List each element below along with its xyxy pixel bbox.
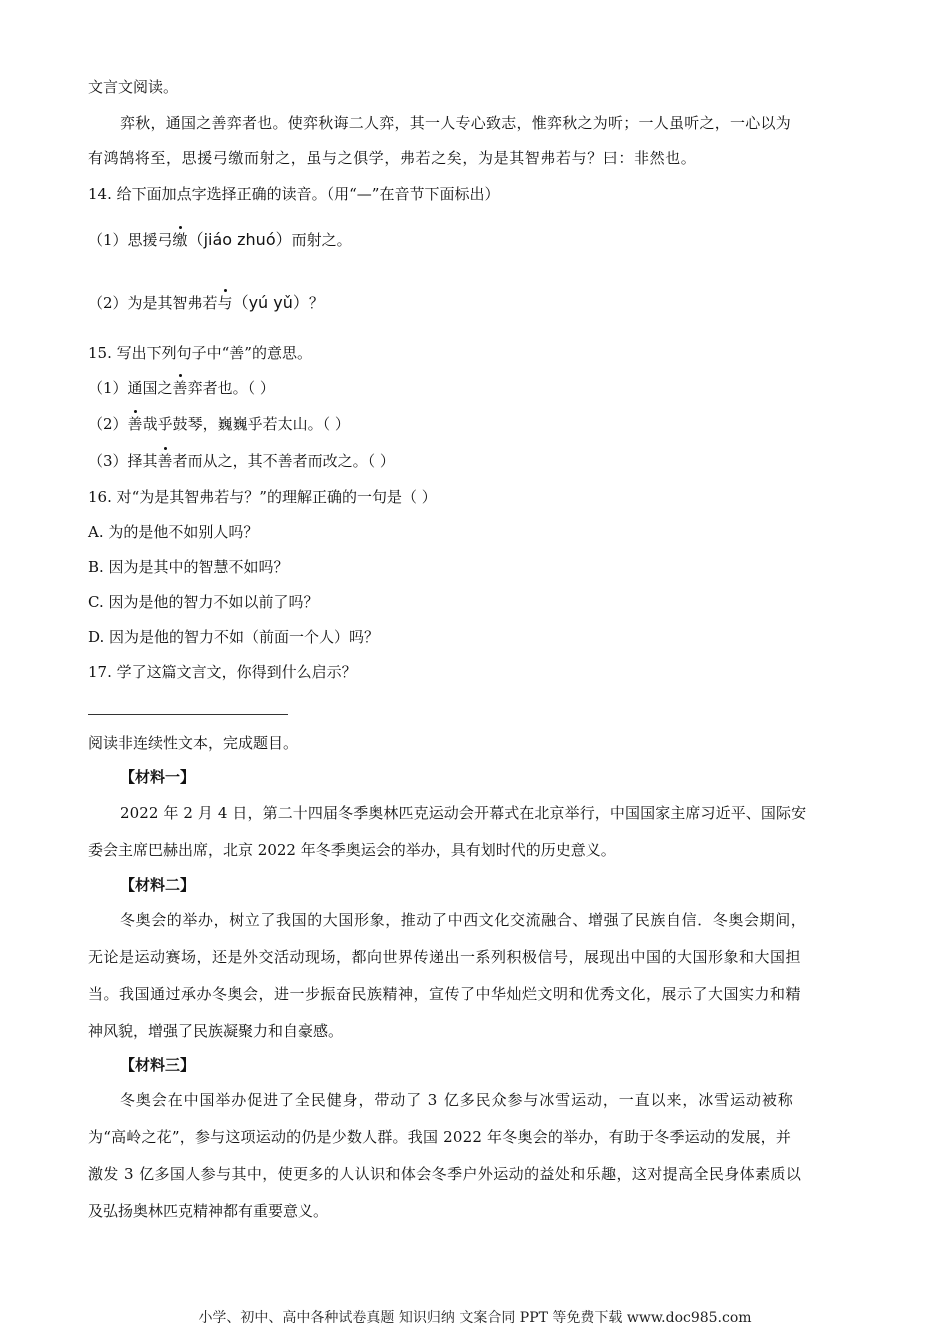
classical-passage-line-2: 有鸿鹄将至，思援弓缴而射之，虽与之俱学，弗若之矣，为是其智弗若与？曰：非然也。 [88, 149, 697, 167]
q15-item-2-post: 哉乎鼓琴，巍巍乎若太山。（ ） [142, 415, 350, 433]
q14-item-2-pinyin: （yú yǔ） [232, 293, 309, 312]
q15-item-1-pre: （1）通国之 [88, 379, 173, 397]
q16-stem: 16. 对“为是其智弗若与？”的理解正确的一句是（ ） [88, 488, 437, 506]
q15-item-3-dotted-char: 善 [157, 452, 173, 470]
q14-item-1-pre: （1）思援弓 [88, 231, 173, 249]
material-3-line-2: 为“高岭之花”，参与这项运动的仍是少数人群。我国 2022 年冬奥会的举办，有助于冬季运动的发展，并 [88, 1128, 792, 1146]
q14-item-1-pinyin: （jiáo zhuó） [187, 230, 292, 249]
material-2-line-2: 无论是运动赛场，还是外交活动现场，都向世界传递出一系列积极信号，展现出中国的大国形象和大国担 [88, 948, 802, 966]
q14-item-1 [88, 230, 352, 250]
q16-option-b: B. 因为是其中的智慧不如吗？ [88, 558, 289, 576]
q14-item-1-dotted-char: 缴 [172, 231, 188, 249]
q16-option-c: C. 因为是他的智力不如以前了吗？ [88, 593, 319, 611]
q17-stem: 17. 学了这篇文言文，你得到什么启示？ [88, 663, 357, 681]
material-2-line-4: 神风貌，增强了民族凝聚力和自豪感。 [88, 1022, 344, 1040]
material-1-line-2: 委会主席巴赫出席，北京 2022 年冬季奥运会的举办，具有划时代的历史意义。 [88, 841, 616, 859]
q15-stem: 15. 写出下列句子中“善”的意思。 [88, 344, 312, 362]
q16-option-a: A. 为的是他不如别人吗？ [88, 523, 259, 541]
q15-item-2 [88, 414, 350, 434]
q15-item-2-dotted-char: 善 [127, 415, 143, 433]
q14-item-1-post: 而射之。 [291, 231, 352, 249]
classical-heading: 文言文阅读。 [88, 78, 179, 96]
q15-item-3-post: 者而从之，其不善者而改之。（ ） [172, 452, 395, 470]
q14-item-2 [88, 293, 324, 313]
nonconti-heading: 阅读非连续性文本，完成题目。 [88, 734, 299, 752]
material-3-line-3: 激发 3 亿多国人参与其中，使更多的人认识和体会冬季户外运动的益处和乐趣，这对提高全民身体素质以 [88, 1165, 802, 1183]
material-1-title: 【材料一】 [120, 768, 196, 786]
q15-item-1-post: 弈者也。（ ） [187, 379, 275, 397]
q17-answer-line[interactable] [88, 714, 288, 715]
material-3-line-4: 及弘扬奥林匹克精神都有重要意义。 [88, 1202, 329, 1220]
q15-item-3 [88, 451, 395, 471]
q15-item-2-pre: （2） [88, 415, 128, 433]
page-footer: 小学、初中、高中各种试卷真题 知识归纳 文案合同 PPT 等免费下载 www.doc985.com [198, 1310, 752, 1326]
classical-passage-line-1: 弈秋，通国之善弈者也。使弈秋诲二人弈，其一人专心致志，惟弈秋之为听；一人虽听之，一心以为 [120, 114, 792, 132]
q14-item-2-dotted-char: 与 [217, 294, 233, 312]
material-3-title: 【材料三】 [120, 1056, 196, 1074]
q15-item-1 [88, 378, 275, 398]
material-2-line-3: 当。我国通过承办冬奥会，进一步振奋民族精神，宣传了中华灿烂文明和优秀文化，展示了大国实力和精 [88, 985, 802, 1003]
material-2-title: 【材料二】 [120, 876, 196, 894]
q14-item-2-pre: （2）为是其智弗若 [88, 294, 218, 312]
q16-option-d: D. 因为是他的智力不如（前面一个人）吗？ [88, 628, 380, 646]
q14-stem: 14. 给下面加点字选择正确的读音。（用“—”在音节下面标出） [88, 185, 500, 203]
q15-item-1-dotted-char: 善 [172, 379, 188, 397]
material-1-line-1: 2022 年 2 月 4 日，第二十四届冬季奥林匹克运动会开幕式在北京举行，中国国家主席习近平、国际安 [120, 804, 807, 822]
material-2-line-1: 冬奥会的举办，树立了我国的大国形象，推动了中西文化交流融合、增强了民族自信．冬奥会期间， [120, 911, 807, 929]
q14-item-2-post: ？ [308, 294, 324, 312]
material-3-line-1: 冬奥会在中国举办促进了全民健身，带动了 3 亿多民众参与冰雪运动，一直以来，冰雪运动被称 [120, 1091, 794, 1109]
q15-item-3-pre: （3）择其 [88, 452, 158, 470]
